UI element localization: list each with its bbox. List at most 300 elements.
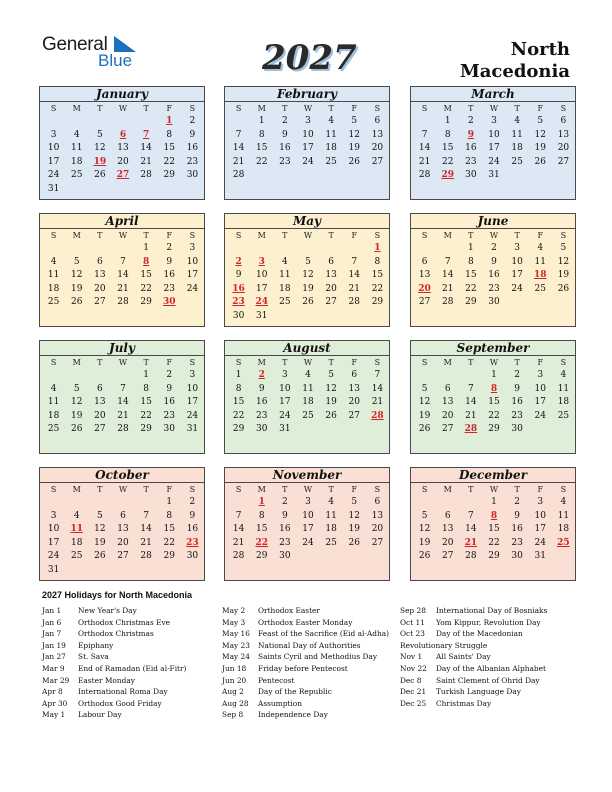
day-cell: 9 bbox=[235, 270, 242, 281]
day-cell: 14 bbox=[348, 270, 360, 281]
week-row bbox=[40, 129, 204, 143]
day-cell: 10 bbox=[186, 256, 199, 267]
day-cell: 18 bbox=[70, 156, 83, 167]
holiday-date: Mar 9 bbox=[42, 663, 65, 673]
day-cell: 10 bbox=[279, 383, 291, 394]
day-cell: 13 bbox=[325, 270, 337, 281]
holiday-row bbox=[400, 651, 547, 663]
day-cell: 3 bbox=[537, 370, 544, 380]
weekday-label: T bbox=[282, 104, 288, 113]
week-row bbox=[225, 523, 389, 537]
holiday-row bbox=[222, 698, 389, 710]
holiday-name: National Day of Authorities bbox=[258, 640, 361, 650]
day-cell: 12 bbox=[534, 129, 546, 140]
month-title: October bbox=[40, 468, 204, 483]
empty-day-cell bbox=[65, 183, 88, 197]
day-cell: 9 bbox=[281, 129, 288, 140]
weekday-label: T bbox=[468, 104, 474, 113]
empty-day-cell bbox=[506, 169, 529, 183]
holiday-date: May 24 bbox=[222, 652, 250, 662]
logo-flag-icon bbox=[112, 36, 136, 52]
month-title: February bbox=[225, 87, 389, 102]
day-cell: 11 bbox=[70, 143, 83, 154]
empty-day-cell bbox=[343, 242, 366, 256]
day-cell: 15 bbox=[441, 143, 454, 154]
day-cell: 26 bbox=[348, 156, 360, 167]
weekday-label: F bbox=[351, 358, 358, 367]
weekday-label: M bbox=[257, 358, 266, 367]
day-cell: 18 bbox=[325, 143, 337, 154]
month-title: June bbox=[411, 214, 575, 229]
weekday-header bbox=[225, 229, 389, 242]
empty-day-cell bbox=[436, 496, 459, 510]
day-cell: 16 bbox=[186, 143, 199, 154]
week-row bbox=[40, 269, 204, 283]
holiday-name: Yom Kippur, Revolution Day bbox=[436, 617, 541, 627]
holiday-row bbox=[42, 651, 186, 663]
day-cell: 21 bbox=[140, 537, 152, 548]
day-cell: 20 bbox=[441, 537, 454, 548]
holiday-name: New Year's Day bbox=[78, 606, 137, 615]
day-cell: 19 bbox=[534, 143, 546, 154]
week-row bbox=[225, 269, 389, 283]
weekday-label: T bbox=[97, 485, 103, 494]
day-cell: 16 bbox=[255, 397, 268, 408]
empty-day-cell bbox=[552, 423, 575, 437]
holiday-row bbox=[42, 709, 186, 721]
day-cell: 14 bbox=[117, 270, 129, 281]
day-cell: 30 bbox=[255, 424, 268, 435]
day-cell: 2 bbox=[189, 497, 196, 507]
weekday-label: M bbox=[257, 231, 266, 240]
day-cell: 16 bbox=[488, 270, 500, 281]
holiday-name: Orthodox Christmas bbox=[78, 629, 154, 639]
month-title: April bbox=[40, 214, 204, 229]
day-cell: 6 bbox=[374, 497, 381, 507]
week-row bbox=[411, 269, 575, 283]
day-cell: 3 bbox=[189, 370, 196, 380]
weekday-header bbox=[411, 229, 575, 242]
month-title: January bbox=[40, 87, 204, 102]
week-row bbox=[411, 129, 575, 143]
day-cell: 15 bbox=[255, 143, 268, 154]
day-cell: 17 bbox=[534, 524, 546, 535]
day-cell: 24 bbox=[186, 410, 199, 421]
week-row bbox=[411, 496, 575, 510]
day-cell: 8 bbox=[166, 510, 173, 521]
month-title: July bbox=[40, 341, 204, 356]
day-cell: 28 bbox=[418, 170, 431, 181]
day-cell: 22 bbox=[163, 537, 175, 548]
day-cell: 20 bbox=[117, 537, 129, 548]
day-cell: 21 bbox=[117, 283, 129, 294]
day-cell: 7 bbox=[374, 370, 381, 380]
day-cell: 1 bbox=[166, 497, 173, 507]
weekday-label: S bbox=[374, 104, 381, 113]
day-cell: 10 bbox=[255, 270, 268, 281]
holiday-date: May 2 bbox=[222, 606, 246, 615]
holiday-day-cell: 1 bbox=[374, 243, 381, 253]
weekday-label: W bbox=[489, 231, 499, 240]
day-cell: 29 bbox=[371, 297, 384, 308]
holiday-row bbox=[42, 686, 186, 698]
day-cell: 22 bbox=[255, 156, 268, 167]
day-cell: 25 bbox=[511, 156, 523, 167]
day-cell: 4 bbox=[50, 256, 57, 267]
day-cell: 29 bbox=[163, 170, 175, 181]
day-cell: 20 bbox=[325, 283, 337, 294]
day-cell: 4 bbox=[560, 497, 567, 507]
day-cell: 28 bbox=[117, 424, 129, 435]
day-cell: 14 bbox=[140, 143, 152, 154]
weekday-label: W bbox=[118, 485, 128, 494]
empty-day-cell bbox=[320, 242, 343, 256]
holiday-name: All Saints' Day bbox=[436, 652, 491, 662]
weekday-label: F bbox=[537, 358, 544, 367]
day-cell: 30 bbox=[163, 424, 175, 435]
day-cell: 13 bbox=[371, 129, 384, 140]
day-cell: 3 bbox=[50, 510, 57, 521]
weekday-label: T bbox=[468, 485, 474, 494]
empty-day-cell bbox=[111, 115, 134, 129]
holiday-day-cell: 1 bbox=[166, 116, 173, 126]
day-cell: 17 bbox=[302, 143, 314, 154]
empty-day-cell bbox=[296, 423, 319, 437]
day-cell: 19 bbox=[418, 537, 431, 548]
day-cell: 28 bbox=[140, 170, 152, 181]
day-cell: 9 bbox=[166, 383, 173, 394]
day-cell: 25 bbox=[325, 156, 337, 167]
day-cell: 15 bbox=[232, 397, 245, 408]
logo-general-text: General bbox=[42, 34, 108, 55]
day-cell: 2 bbox=[281, 497, 288, 507]
day-cell: 16 bbox=[163, 270, 175, 281]
day-cell: 14 bbox=[441, 270, 454, 281]
month-title: September bbox=[411, 341, 575, 356]
day-cell: 5 bbox=[96, 129, 103, 140]
day-cell: 19 bbox=[348, 524, 360, 535]
day-cell: 26 bbox=[70, 297, 83, 308]
weekday-label: F bbox=[351, 104, 358, 113]
day-cell: 5 bbox=[537, 116, 544, 126]
holiday-day-cell: 28 bbox=[464, 424, 478, 435]
day-cell: 27 bbox=[94, 297, 106, 308]
day-cell: 29 bbox=[488, 424, 500, 435]
day-cell: 28 bbox=[117, 297, 129, 308]
week-row bbox=[40, 115, 204, 129]
day-cell: 21 bbox=[418, 156, 431, 167]
weekday-label: T bbox=[514, 104, 520, 113]
day-cell: 28 bbox=[140, 551, 152, 562]
day-cell: 20 bbox=[94, 410, 106, 421]
day-cell: 15 bbox=[488, 397, 500, 408]
holiday-row bbox=[400, 698, 547, 710]
day-cell: 29 bbox=[232, 424, 245, 435]
week-row bbox=[40, 564, 204, 578]
week-row bbox=[40, 156, 204, 170]
holiday-day-cell: 29 bbox=[441, 170, 454, 181]
day-cell: 30 bbox=[511, 551, 523, 562]
week-row bbox=[411, 142, 575, 156]
weekday-label: T bbox=[282, 231, 288, 240]
week-row bbox=[40, 256, 204, 270]
day-cell: 13 bbox=[418, 270, 431, 281]
weekday-label: M bbox=[72, 231, 81, 240]
holiday-name: Friday before Pentecost bbox=[258, 663, 348, 673]
month-title: August bbox=[225, 341, 389, 356]
day-cell: 29 bbox=[465, 297, 477, 308]
weekday-label: M bbox=[443, 231, 452, 240]
empty-day-cell bbox=[181, 564, 204, 578]
empty-day-cell bbox=[366, 169, 389, 183]
weekday-label: W bbox=[489, 358, 499, 367]
empty-day-cell bbox=[88, 496, 111, 510]
day-cell: 9 bbox=[258, 383, 265, 394]
empty-day-cell bbox=[320, 423, 343, 437]
day-cell: 22 bbox=[163, 156, 175, 167]
holiday-date: Jun 20 bbox=[222, 675, 247, 685]
holiday-name: Revolutionary Struggle bbox=[400, 640, 488, 650]
weekday-label: M bbox=[72, 358, 81, 367]
holiday-name: Orthodox Christmas Eve bbox=[78, 617, 171, 627]
day-cell: 20 bbox=[348, 397, 360, 408]
day-cell: 14 bbox=[117, 397, 129, 408]
empty-day-cell bbox=[227, 242, 250, 256]
day-cell: 5 bbox=[328, 370, 334, 380]
holiday-name: Day of the Republic bbox=[258, 687, 332, 697]
day-cell: 10 bbox=[534, 383, 546, 394]
week-row bbox=[411, 396, 575, 410]
holiday-date: May 16 bbox=[222, 629, 250, 639]
country-line-2: Macedonia bbox=[459, 61, 570, 82]
weekday-label: M bbox=[443, 485, 452, 494]
day-cell: 21 bbox=[232, 156, 245, 167]
day-cell: 18 bbox=[557, 397, 570, 408]
empty-day-cell bbox=[135, 564, 158, 578]
day-cell: 23 bbox=[255, 410, 268, 421]
holiday-date: Jun 18 bbox=[222, 663, 247, 673]
day-cell: 20 bbox=[371, 143, 384, 154]
month-july bbox=[39, 340, 205, 454]
day-cell: 7 bbox=[120, 256, 126, 267]
day-cell: 21 bbox=[348, 283, 360, 294]
day-cell: 4 bbox=[328, 116, 334, 126]
week-row bbox=[225, 129, 389, 143]
holiday-date: Aug 28 bbox=[222, 698, 249, 708]
day-cell: 14 bbox=[371, 383, 384, 394]
day-cell: 6 bbox=[560, 116, 567, 126]
weekday-label: T bbox=[97, 231, 103, 240]
holiday-day-cell: 25 bbox=[557, 537, 570, 548]
weekday-label: W bbox=[303, 358, 313, 367]
day-cell: 26 bbox=[94, 551, 106, 562]
month-title: December bbox=[411, 468, 575, 483]
day-cell: 19 bbox=[94, 537, 106, 548]
holiday-date: Dec 25 bbox=[400, 698, 427, 708]
holiday-day-cell: 20 bbox=[418, 283, 431, 294]
holiday-date: Jan 7 bbox=[42, 629, 62, 639]
holiday-row bbox=[222, 663, 389, 675]
weekday-label: F bbox=[537, 231, 544, 240]
weekday-label: S bbox=[374, 358, 381, 367]
day-cell: 26 bbox=[325, 410, 337, 421]
day-cell: 31 bbox=[488, 170, 500, 181]
week-row bbox=[40, 537, 204, 551]
empty-day-cell bbox=[111, 496, 134, 510]
holiday-list-title: 2027 Holidays for North Macedonia bbox=[42, 590, 193, 600]
weekday-label: S bbox=[560, 231, 567, 240]
month-title: May bbox=[225, 214, 389, 229]
day-cell: 21 bbox=[371, 397, 384, 408]
week-row bbox=[411, 115, 575, 129]
day-cell: 27 bbox=[348, 410, 360, 421]
day-cell: 5 bbox=[421, 383, 428, 394]
day-cell: 24 bbox=[511, 283, 523, 294]
holiday-name: Orthodox Easter bbox=[258, 606, 320, 615]
day-cell: 6 bbox=[120, 510, 126, 521]
day-cell: 19 bbox=[418, 410, 431, 421]
day-cell: 8 bbox=[467, 256, 474, 267]
holiday-name: St. Sava bbox=[78, 652, 109, 662]
month-september bbox=[410, 340, 576, 454]
weekday-header bbox=[225, 356, 389, 369]
day-cell: 9 bbox=[514, 383, 520, 394]
holiday-row bbox=[42, 698, 186, 710]
day-cell: 19 bbox=[70, 283, 83, 294]
holiday-name: Day of the Albanian Alphabet bbox=[436, 663, 546, 673]
holiday-column bbox=[42, 605, 186, 721]
day-cell: 3 bbox=[189, 243, 196, 253]
day-cell: 15 bbox=[163, 143, 175, 154]
day-cell: 10 bbox=[302, 510, 314, 521]
day-cell: 27 bbox=[94, 424, 106, 435]
month-march bbox=[410, 86, 576, 200]
day-cell: 2 bbox=[491, 243, 497, 253]
day-cell: 3 bbox=[514, 243, 520, 253]
week-row bbox=[40, 550, 204, 564]
weekday-label: M bbox=[72, 485, 81, 494]
day-cell: 26 bbox=[348, 537, 360, 548]
day-cell: 2 bbox=[281, 116, 288, 126]
day-cell: 3 bbox=[491, 116, 497, 126]
holiday-day-cell: 22 bbox=[255, 537, 268, 548]
day-cell: 22 bbox=[140, 410, 152, 421]
day-cell: 29 bbox=[163, 551, 175, 562]
day-cell: 12 bbox=[70, 397, 83, 408]
day-cell: 24 bbox=[488, 156, 500, 167]
day-cell: 15 bbox=[140, 270, 152, 281]
day-cell: 15 bbox=[255, 524, 268, 535]
week-row bbox=[40, 410, 204, 424]
day-cell: 13 bbox=[557, 129, 570, 140]
weekday-header bbox=[411, 102, 575, 115]
day-cell: 22 bbox=[465, 283, 477, 294]
empty-day-cell bbox=[42, 496, 65, 510]
holiday-name: Feast of the Sacrifice (Eid al-Adha) bbox=[258, 629, 390, 639]
day-cell: 6 bbox=[444, 383, 451, 394]
holiday-name: Labour Day bbox=[78, 710, 122, 720]
holiday-name: Independence Day bbox=[258, 710, 328, 720]
weekday-label: W bbox=[489, 104, 499, 113]
day-cell: 8 bbox=[235, 383, 242, 394]
holiday-column bbox=[400, 605, 547, 709]
day-cell: 25 bbox=[70, 551, 83, 562]
day-cell: 16 bbox=[279, 143, 291, 154]
day-cell: 8 bbox=[143, 383, 149, 394]
holiday-day-cell: 7 bbox=[143, 129, 150, 140]
day-cell: 9 bbox=[189, 129, 196, 140]
month-october bbox=[39, 467, 205, 581]
day-cell: 15 bbox=[140, 397, 152, 408]
week-row bbox=[225, 537, 389, 551]
day-cell: 8 bbox=[374, 256, 381, 267]
day-cell: 22 bbox=[371, 283, 384, 294]
holiday-name: Pentecost bbox=[258, 675, 295, 685]
empty-day-cell bbox=[552, 169, 575, 183]
day-cell: 22 bbox=[441, 156, 454, 167]
day-cell: 6 bbox=[444, 510, 451, 521]
day-cell: 27 bbox=[418, 297, 431, 308]
empty-day-cell bbox=[529, 296, 552, 310]
day-cell: 18 bbox=[279, 283, 291, 294]
month-june bbox=[410, 213, 576, 327]
empty-day-cell bbox=[181, 183, 204, 197]
day-cell: 23 bbox=[279, 156, 291, 167]
holiday-row bbox=[222, 651, 389, 663]
day-cell: 26 bbox=[94, 170, 106, 181]
weekday-label: F bbox=[351, 231, 358, 240]
day-cell: 17 bbox=[186, 270, 199, 281]
weekday-label: S bbox=[189, 485, 196, 494]
day-cell: 18 bbox=[325, 524, 337, 535]
weekday-label: T bbox=[143, 231, 149, 240]
day-cell: 23 bbox=[186, 156, 199, 167]
holiday-date: Apr 8 bbox=[42, 687, 63, 697]
day-cell: 25 bbox=[70, 170, 83, 181]
day-cell: 17 bbox=[47, 156, 60, 167]
day-cell: 31 bbox=[186, 424, 199, 435]
weekday-label: W bbox=[118, 358, 128, 367]
day-cell: 28 bbox=[232, 170, 245, 181]
holiday-row bbox=[400, 675, 547, 687]
holiday-date: Dec 21 bbox=[400, 687, 427, 697]
day-cell: 2 bbox=[467, 116, 474, 126]
day-cell: 4 bbox=[537, 243, 544, 253]
holiday-row bbox=[222, 640, 389, 652]
week-row bbox=[411, 383, 575, 397]
weekday-label: W bbox=[303, 231, 313, 240]
weekday-label: S bbox=[189, 104, 196, 113]
day-cell: 16 bbox=[465, 143, 477, 154]
day-cell: 5 bbox=[421, 510, 428, 521]
day-cell: 13 bbox=[441, 397, 454, 408]
weekday-label: S bbox=[235, 231, 242, 240]
empty-day-cell bbox=[343, 550, 366, 564]
day-cell: 27 bbox=[371, 156, 384, 167]
empty-day-cell bbox=[366, 310, 389, 324]
weekday-header bbox=[40, 102, 204, 115]
weekday-label: M bbox=[257, 104, 266, 113]
weekday-label: S bbox=[235, 485, 242, 494]
holiday-row bbox=[222, 686, 389, 698]
week-row bbox=[411, 242, 575, 256]
year-title: 2027 bbox=[262, 38, 357, 78]
weekday-label: T bbox=[514, 231, 520, 240]
week-row bbox=[40, 142, 204, 156]
weekday-label: T bbox=[514, 358, 520, 367]
weekday-label: T bbox=[328, 231, 334, 240]
weekday-label: F bbox=[166, 358, 173, 367]
